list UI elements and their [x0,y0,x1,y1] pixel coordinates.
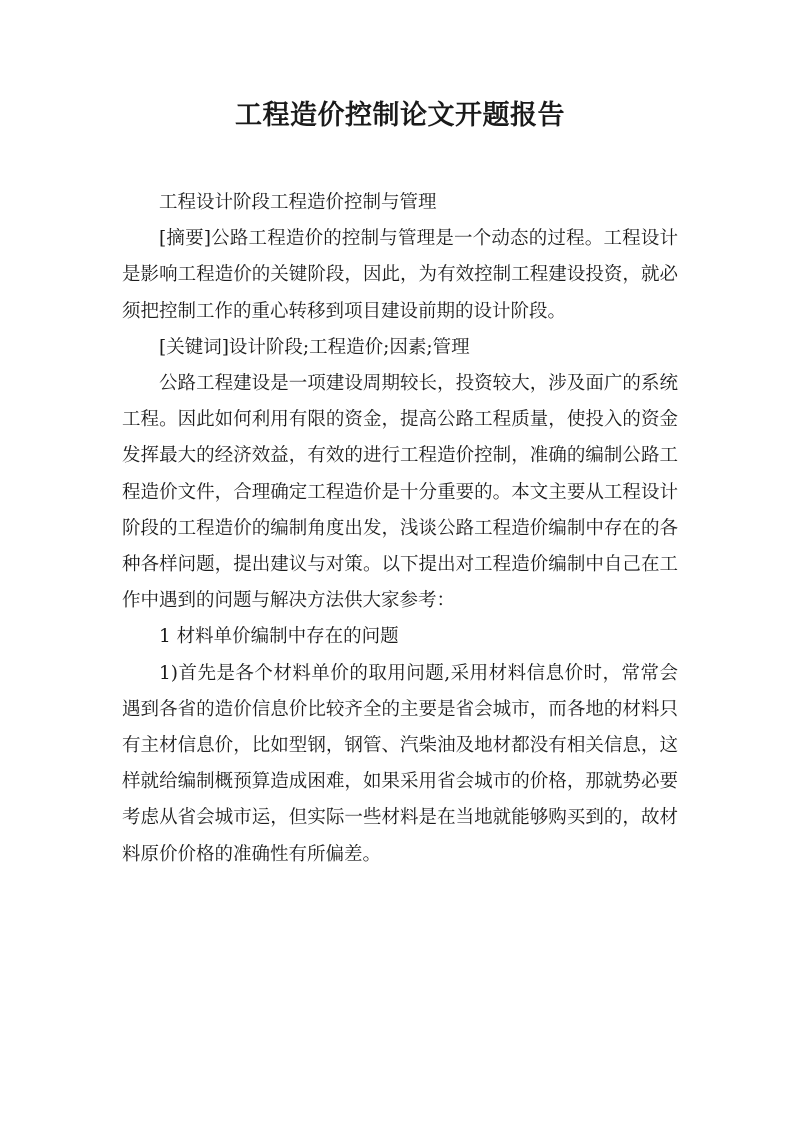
document-title: 工程造价控制论文开题报告 [235,100,565,131]
document-body [122,185,678,873]
body-paragraph: 1)首先是各个材料单价的取用问题,采用材料信息价时，常常会遇到各省的造价信息价比较齐全的主要是省会城市，而各地的材料只有主材信息价，比如型钢，钢管、汽柴油及地材都没有相关信息，这样就给编制概预算造成困难，如果采用省会城市的价格，那就势必要考虑从省会城市运，但实际一些材料是在当地就能够购买到的，故材料原价价格的准确性有所偏差。 [122,662,678,865]
subsection-heading: 1 材料单价编制中存在的问题 [159,626,399,648]
keywords-paragraph: [关键词]设计阶段;工程造价;因素;管理 [159,336,470,358]
abstract-paragraph: [摘要]公路工程造价的控制与管理是一个动态的过程。工程设计是影响工程造价的关键阶段，因此，为有效控制工程建设投资，就必须把控制工作的重心转移到项目建设前期的设计阶段。 [122,228,679,322]
section-heading: 工程设计阶段工程造价控制与管理 [159,192,437,213]
intro-paragraph: 公路工程建设是一项建设周期较长，投资较大，涉及面广的系统工程。因此如何利用有限的资金，提高公路工程质量，使投入的资金发挥最大的经济效益，有效的进行工程造价控制，准确的编制公路工程造价文件，合理确定工程造价是十分重要的。本文主要从工程设计阶段的工程造价的编制角度出发，浅谈公路工程造价编制中存在的各种各样问题，提出建议与对策。以下提出对工程造价编制中自己在工作中遇到的问题与解决方法供大家参考： [122,373,678,612]
